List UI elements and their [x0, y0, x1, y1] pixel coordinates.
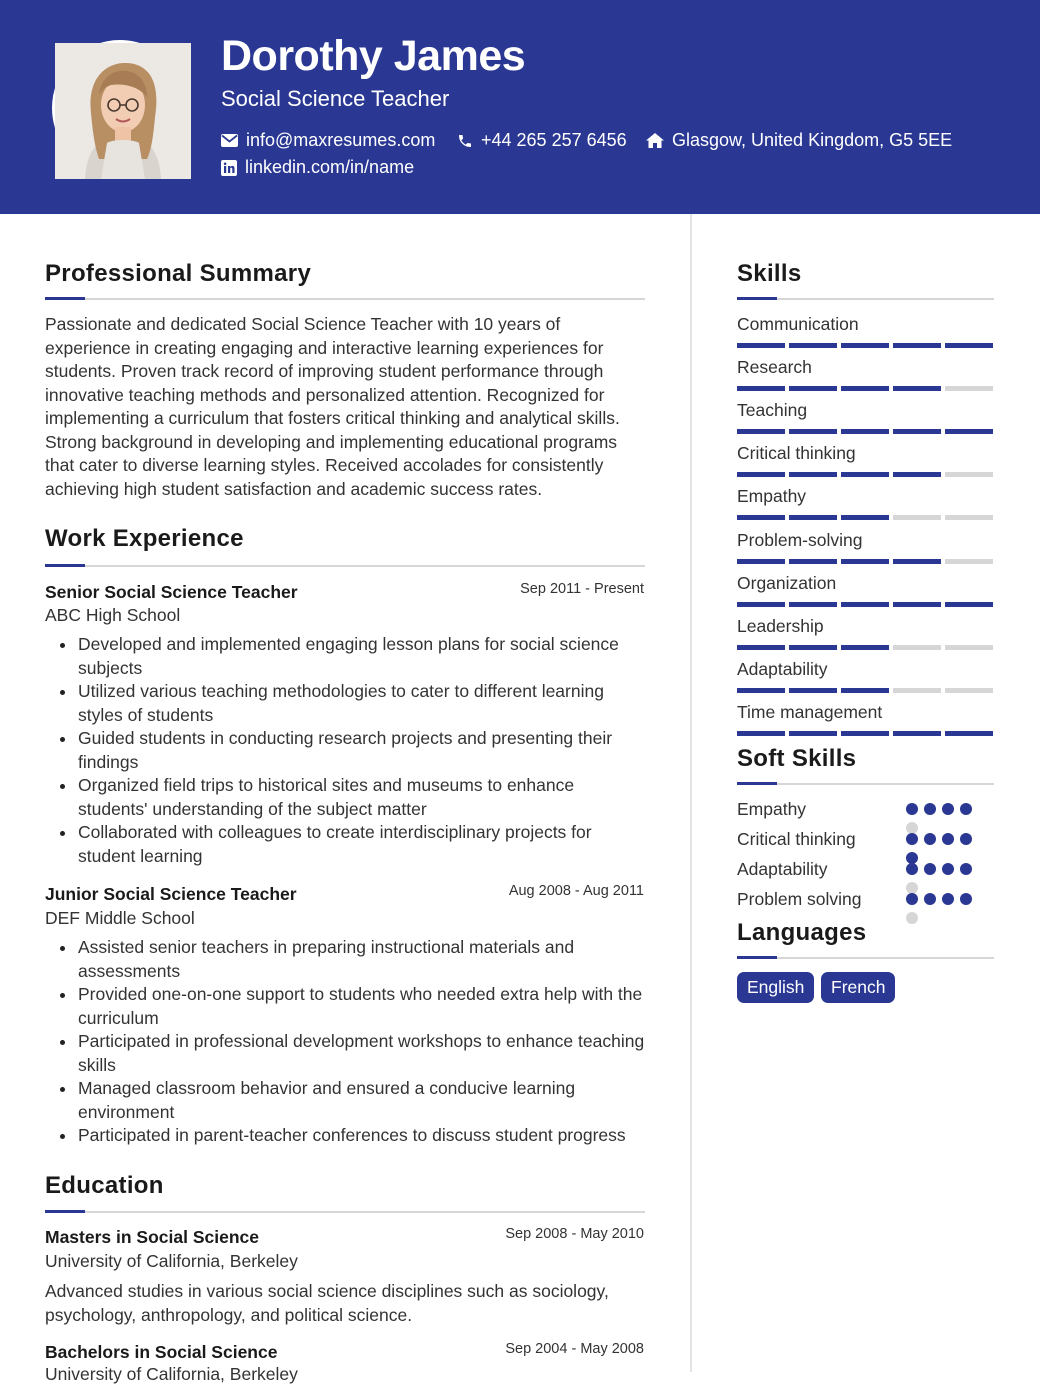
rating-dot: [906, 833, 918, 845]
rating-dot: [906, 803, 918, 815]
edu-1-school: University of California, Berkeley: [45, 1251, 298, 1271]
rating-dot: [960, 863, 972, 875]
skill-name: Empathy: [737, 486, 807, 507]
list-item: Collaborated with colleagues to create interdisciplinary projects for student learning: [45, 821, 645, 868]
skill-rating-segment: [841, 386, 889, 391]
skill-rating-segment: [945, 386, 993, 391]
skill-rating-segment: [841, 343, 889, 348]
rating-dot: [906, 893, 918, 905]
phone-contact[interactable]: [457, 130, 627, 151]
linkedin-icon: [221, 160, 237, 176]
phone-icon: [457, 133, 473, 149]
summary-divider: [45, 298, 645, 300]
soft-skill-rating-dots: [906, 833, 986, 864]
experience-divider: [45, 565, 645, 567]
skill-rating-segment: [893, 429, 941, 434]
rating-dot: [924, 833, 936, 845]
job-1-dates: Sep 2011 - Present: [520, 581, 644, 597]
skill-rating-segment: [893, 515, 941, 520]
list-item: Assisted senior teachers in preparing instructional materials and assessments: [45, 936, 645, 983]
skill-rating-bar: [737, 472, 993, 477]
soft-skill-name: Adaptability: [737, 859, 828, 879]
skill-rating-segment: [945, 559, 993, 564]
home-icon: [646, 133, 664, 148]
skill-rating-segment: [789, 731, 837, 736]
envelope-icon: [221, 134, 238, 147]
skills-divider: [737, 298, 994, 300]
skill-rating-segment: [789, 343, 837, 348]
skill-rating-segment: [737, 472, 785, 477]
rating-dot: [924, 863, 936, 875]
list-item: Participated in professional development workshops to enhance teaching skills: [45, 1030, 645, 1077]
skill-rating-bar: [737, 515, 993, 520]
skill-rating-segment: [737, 429, 785, 434]
skill-rating-segment: [893, 645, 941, 650]
skill-rating-segment: [789, 386, 837, 391]
linkedin-text[interactable]: linkedin.com/in/name: [245, 157, 415, 177]
column-divider: [690, 214, 692, 1372]
skill-rating-segment: [945, 515, 993, 520]
rating-dot: [924, 893, 936, 905]
edu-1-degree: Masters in Social Science: [45, 1227, 259, 1247]
list-item: Organized field trips to historical sites and museums to enhance students' understanding of the subject matter: [45, 774, 645, 821]
skill-rating-segment: [945, 343, 993, 348]
soft-skills-heading: Soft Skills: [737, 745, 857, 772]
skill-rating-segment: [841, 602, 889, 607]
soft-skills-divider: [737, 783, 994, 785]
profile-photo: [52, 40, 188, 176]
job-2-org: DEF Middle School: [45, 908, 195, 928]
location-text: Glasgow, United Kingdom, G5 5EE: [672, 130, 953, 150]
languages-heading: Languages: [737, 919, 867, 946]
skill-rating-segment: [893, 602, 941, 607]
list-item: Guided students in conducting research projects and presenting their findings: [45, 727, 645, 774]
skill-rating-segment: [737, 559, 785, 564]
soft-skill-name: Empathy: [737, 799, 807, 819]
summary-heading: Professional Summary: [45, 260, 312, 287]
skill-rating-bar: [737, 429, 993, 434]
skill-rating-segment: [737, 515, 785, 520]
language-badge-french: French: [821, 972, 895, 1003]
edu-1-description: Advanced studies in various social science disciplines such as sociology, psychology, anthropology, and political science.: [45, 1281, 609, 1325]
skill-rating-segment: [737, 343, 785, 348]
skill-rating-segment: [841, 429, 889, 434]
rating-dot: [960, 893, 972, 905]
skill-rating-segment: [893, 472, 941, 477]
candidate-name: Dorothy James: [221, 32, 526, 80]
skill-name: Teaching: [737, 400, 808, 421]
skill-rating-segment: [789, 602, 837, 607]
skill-name: Leadership: [737, 615, 824, 636]
rating-dot: [942, 833, 954, 845]
skill-name: Problem-solving: [737, 529, 863, 550]
soft-skill-rating-dots: [906, 893, 986, 924]
experience-heading: Work Experience: [45, 525, 244, 552]
languages-divider: [737, 957, 994, 959]
list-item: Provided one-on-one support to students who needed extra help with the curriculum: [45, 983, 645, 1030]
skill-rating-segment: [737, 645, 785, 650]
skill-rating-segment: [789, 515, 837, 520]
skill-name: Organization: [737, 572, 837, 593]
skill-rating-segment: [893, 386, 941, 391]
skill-rating-bar: [737, 343, 993, 348]
email-contact[interactable]: [221, 130, 435, 151]
education-divider: [45, 1211, 645, 1213]
email-text[interactable]: info@maxresumes.com: [246, 130, 436, 150]
skill-rating-segment: [737, 386, 785, 391]
skill-name: Research: [737, 357, 812, 378]
skill-rating-segment: [945, 731, 993, 736]
skill-name: Critical thinking: [737, 443, 856, 464]
skill-rating-segment: [945, 688, 993, 693]
skill-name: Time management: [737, 701, 883, 722]
job-2-dates: Aug 2008 - Aug 2011: [508, 883, 644, 899]
skill-rating-bar: [737, 645, 993, 650]
list-item: Developed and implemented engaging lesson plans for social science subjects: [45, 633, 645, 680]
skill-name: Communication: [737, 314, 859, 334]
resume-header: [0, 0, 1040, 214]
rating-dot: [942, 803, 954, 815]
skill-rating-segment: [841, 515, 889, 520]
skill-rating-segment: [737, 602, 785, 607]
job-1-bullets: [45, 633, 645, 868]
edu-2-school: University of California, Berkeley: [45, 1364, 298, 1384]
location-contact: [646, 130, 952, 151]
list-item: Participated in parent-teacher conferences to discuss student progress: [45, 1124, 645, 1148]
skill-rating-segment: [841, 645, 889, 650]
skill-rating-segment: [945, 429, 993, 434]
skill-rating-segment: [893, 731, 941, 736]
skill-rating-segment: [893, 559, 941, 564]
rating-dot: [960, 833, 972, 845]
soft-skill-name: Critical thinking: [737, 829, 856, 849]
list-item: Utilized various teaching methodologies to cater to different learning styles of students: [45, 680, 645, 727]
skill-rating-segment: [841, 559, 889, 564]
skill-rating-segment: [841, 688, 889, 693]
job-1-title: Senior Social Science Teacher: [45, 582, 298, 602]
job-1-org: ABC High School: [45, 605, 181, 625]
skill-rating-segment: [789, 688, 837, 693]
rating-dot: [906, 863, 918, 875]
job-2-bullets: [45, 936, 645, 1148]
rating-dot: [942, 863, 954, 875]
language-badge-english: English: [737, 972, 814, 1003]
summary-text: Passionate and dedicated Social Science Teacher with 10 years of experience in creating engaging and interactive learning experiences for students. Proven track record of improving student performance through innovative teaching methods and personalized attention. Recognized for implementing a curriculum that fosters critical thinking and analytical skills. Strong background in developing and implementing educational programs that cater to diverse learning styles. Received accolades for consistently achieving high student satisfaction and academic success rates.: [45, 314, 620, 499]
job-2-title: Junior Social Science Teacher: [45, 884, 297, 904]
skill-rating-segment: [789, 559, 837, 564]
edu-2-degree: Bachelors in Social Science: [45, 1342, 278, 1362]
skill-rating-segment: [841, 472, 889, 477]
skill-rating-bar: [737, 559, 993, 564]
skill-rating-bar: [737, 602, 993, 607]
skill-rating-segment: [737, 688, 785, 693]
soft-skill-name: Problem solving: [737, 889, 862, 909]
list-item: Managed classroom behavior and ensured a conducive learning environment: [45, 1077, 645, 1124]
skill-rating-segment: [945, 602, 993, 607]
person-avatar-icon: [55, 43, 191, 179]
rating-dot: [924, 803, 936, 815]
skills-heading: Skills: [737, 260, 802, 287]
skill-rating-segment: [945, 645, 993, 650]
skill-rating-segment: [789, 645, 837, 650]
linkedin-contact[interactable]: [221, 157, 414, 178]
rating-dot: [960, 803, 972, 815]
skill-name: Adaptability: [737, 658, 828, 679]
skill-rating-bar: [737, 731, 993, 736]
skill-rating-bar: [737, 386, 993, 391]
skill-rating-bar: [737, 688, 993, 693]
education-heading: Education: [45, 1172, 164, 1199]
skill-rating-segment: [737, 731, 785, 736]
soft-skill-rating-dots: [906, 803, 986, 834]
phone-text[interactable]: +44 265 257 6456: [481, 130, 627, 150]
skill-rating-segment: [789, 472, 837, 477]
job-title: Social Science Teacher: [221, 86, 450, 111]
skill-rating-segment: [893, 688, 941, 693]
skill-rating-segment: [945, 472, 993, 477]
edu-1-dates: Sep 2008 - May 2010: [505, 1226, 644, 1242]
skill-rating-segment: [789, 429, 837, 434]
soft-skill-rating-dots: [906, 863, 986, 894]
rating-dot: [906, 912, 918, 924]
skill-rating-segment: [893, 343, 941, 348]
skill-rating-segment: [841, 731, 889, 736]
rating-dot: [942, 893, 954, 905]
edu-2-dates: Sep 2004 - May 2008: [505, 1341, 644, 1357]
